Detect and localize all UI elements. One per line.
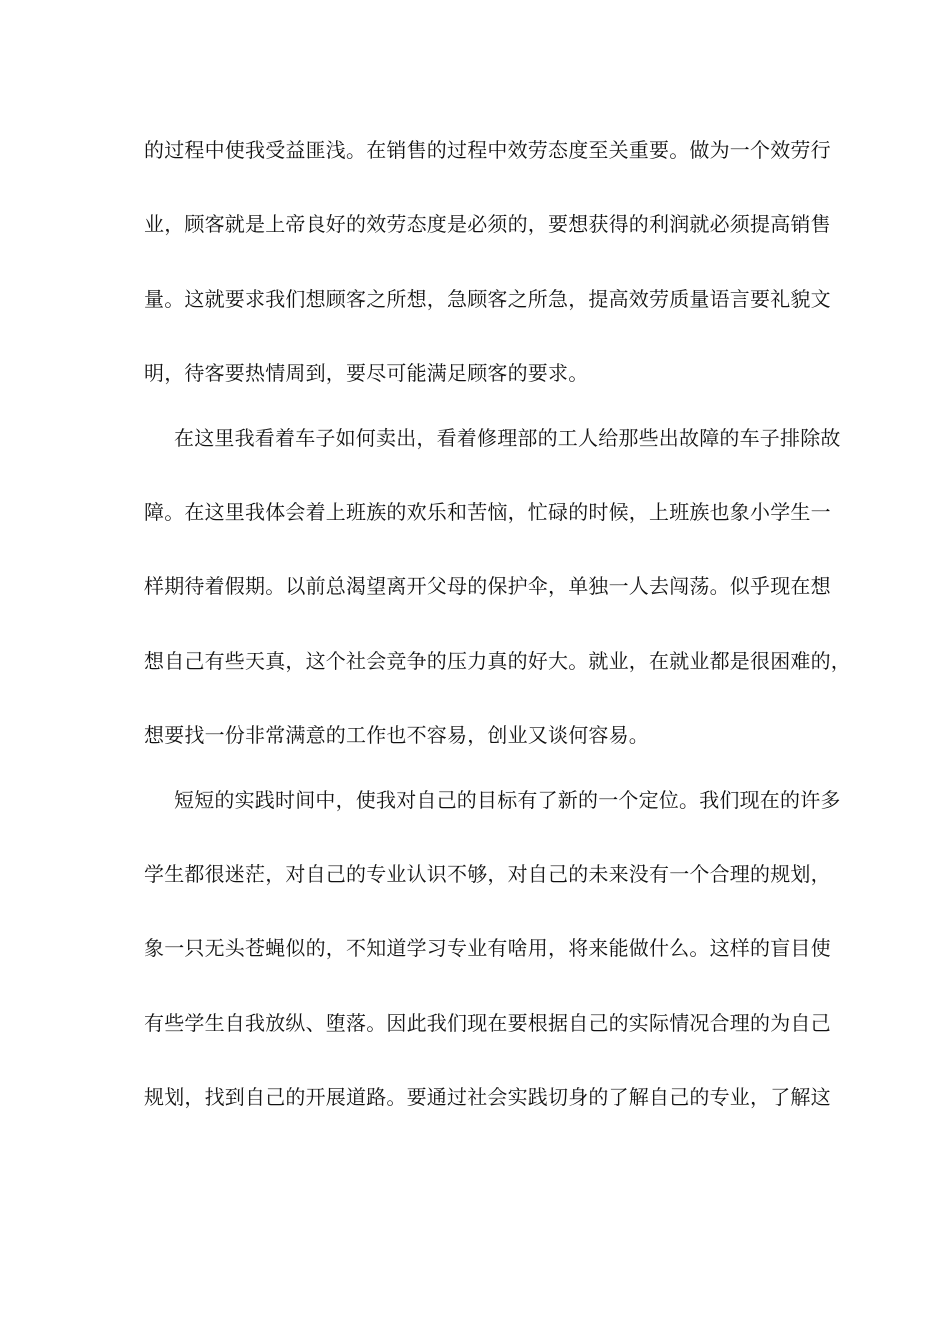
- text-line: 有些学生自我放纵、堕落。因此我们现在要根据自己的实际情况合理的为自己: [144, 1011, 831, 1035]
- paragraph-start-line: 短短的实践时间中，使我对自己的目标有了新的一个定位。我们现在的许多: [174, 788, 841, 812]
- paragraph-start-line: 在这里我看着车子如何卖出，看着修理部的工人给那些出故障的车子排除故: [174, 426, 841, 450]
- text-line: 规划，找到自己的开展道路。要通过社会实践切身的了解自己的专业，了解这: [144, 1085, 831, 1109]
- text-line: 的过程中使我受益匪浅。在销售的过程中效劳态度至关重要。做为一个效劳行: [144, 138, 831, 162]
- text-line: 想要找一份非常满意的工作也不容易，创业又谈何容易。: [144, 723, 649, 747]
- text-line: 障。在这里我体会着上班族的欢乐和苦恼，忙碌的时候，上班族也象小学生一: [144, 500, 831, 524]
- text-line: 样期待着假期。以前总渴望离开父母的保护伞，单独一人去闯荡。似乎现在想: [144, 574, 831, 598]
- text-line: 象一只无头苍蝇似的，不知道学习专业有啥用，将来能做什么。这样的盲目使: [144, 936, 831, 960]
- text-line: 明，待客要热情周到，要尽可能满足顾客的要求。: [144, 361, 589, 385]
- text-line: 学生都很迷茫，对自己的专业认识不够，对自己的未来没有一个合理的规划，: [144, 862, 831, 886]
- text-line: 量。这就要求我们想顾客之所想，急顾客之所急，提高效劳质量语言要礼貌文: [144, 287, 831, 311]
- text-line: 业，顾客就是上帝良好的效劳态度是必须的，要想获得的利润就必须提高销售: [144, 212, 831, 236]
- text-line: 想自己有些天真，这个社会竞争的压力真的好大。就业，在就业都是很困难的，: [144, 649, 851, 673]
